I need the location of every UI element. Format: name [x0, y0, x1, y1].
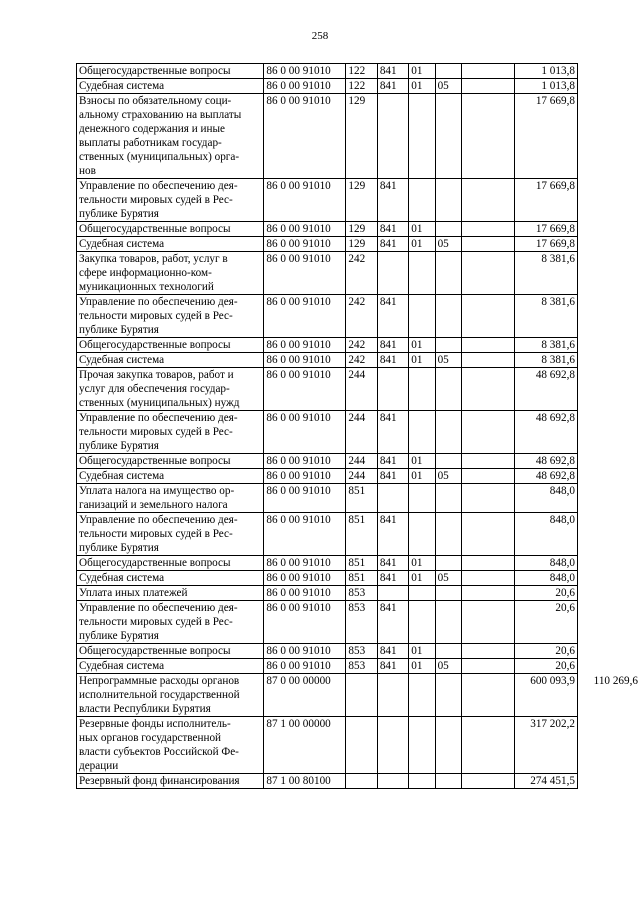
cell-amount: 274 451,5: [514, 774, 577, 789]
cell-expense-type: [346, 717, 377, 774]
cell-blank: [461, 353, 514, 368]
cell-amount-extra: [577, 513, 640, 556]
cell-program-code: 86 0 00 91010: [264, 586, 346, 601]
cell-amount: 1 013,8: [514, 64, 577, 79]
cell-expense-type: 851: [346, 484, 377, 513]
cell-name: Уплата иных платежей: [77, 586, 264, 601]
cell-program-code: 86 0 00 91010: [264, 94, 346, 179]
cell-section: [409, 586, 435, 601]
table-row: [77, 484, 640, 513]
table-row: [77, 454, 640, 469]
cell-blank: [461, 601, 514, 644]
cell-amount-extra: [577, 601, 640, 644]
cell-name: Управление по обеспечению дея- тельности мировых судей в Рес- публике Бурятия: [77, 411, 264, 454]
cell-blank: [461, 64, 514, 79]
table-row: [77, 94, 640, 179]
cell-amount: 48 692,8: [514, 454, 577, 469]
cell-subsection: [435, 179, 461, 222]
cell-ministry-code: [377, 717, 408, 774]
cell-expense-type: 851: [346, 556, 377, 571]
cell-blank: [461, 222, 514, 237]
cell-blank: [461, 295, 514, 338]
table-row: [77, 674, 640, 717]
cell-subsection: [435, 411, 461, 454]
cell-program-code: 86 0 00 91010: [264, 79, 346, 94]
cell-program-code: 86 0 00 91010: [264, 454, 346, 469]
cell-blank: [461, 411, 514, 454]
cell-amount-extra: [577, 454, 640, 469]
cell-ministry-code: 841: [377, 659, 408, 674]
cell-program-code: 86 0 00 91010: [264, 571, 346, 586]
cell-name: Управление по обеспечению дея- тельности мировых судей в Рес- публике Бурятия: [77, 295, 264, 338]
cell-name: Общегосударственные вопросы: [77, 222, 264, 237]
cell-expense-type: 853: [346, 601, 377, 644]
cell-name: Судебная система: [77, 469, 264, 484]
cell-amount: 600 093,9: [514, 674, 577, 717]
cell-program-code: 87 1 00 80100: [264, 774, 346, 789]
cell-expense-type: 129: [346, 179, 377, 222]
table-row: [77, 659, 640, 674]
table-row: [77, 556, 640, 571]
cell-name: Взносы по обязательному соци- альному страхованию на выплаты денежного содержания и иные выплаты работникам государ- ственных (муниципальных) орга- нов: [77, 94, 264, 179]
cell-blank: [461, 644, 514, 659]
cell-ministry-code: 841: [377, 179, 408, 222]
cell-amount: 1 013,8: [514, 79, 577, 94]
table-row: [77, 411, 640, 454]
cell-blank: [461, 513, 514, 556]
cell-subsection: [435, 601, 461, 644]
cell-section: 01: [409, 338, 435, 353]
cell-amount-extra: [577, 659, 640, 674]
cell-blank: [461, 338, 514, 353]
cell-name: Судебная система: [77, 571, 264, 586]
cell-section: [409, 674, 435, 717]
cell-name: Судебная система: [77, 659, 264, 674]
cell-program-code: 86 0 00 91010: [264, 659, 346, 674]
cell-section: 01: [409, 222, 435, 237]
table-row: [77, 79, 640, 94]
cell-program-code: 86 0 00 91010: [264, 353, 346, 368]
cell-amount: 48 692,8: [514, 411, 577, 454]
cell-blank: [461, 484, 514, 513]
cell-ministry-code: [377, 674, 408, 717]
cell-amount: 848,0: [514, 556, 577, 571]
cell-subsection: 05: [435, 79, 461, 94]
cell-amount: 17 669,8: [514, 94, 577, 179]
cell-ministry-code: [377, 774, 408, 789]
cell-subsection: [435, 454, 461, 469]
table-row: [77, 644, 640, 659]
cell-program-code: 86 0 00 91010: [264, 338, 346, 353]
cell-ministry-code: 841: [377, 411, 408, 454]
cell-blank: [461, 659, 514, 674]
table-row: [77, 64, 640, 79]
cell-amount: 17 669,8: [514, 237, 577, 252]
cell-section: [409, 368, 435, 411]
cell-program-code: 86 0 00 91010: [264, 252, 346, 295]
cell-subsection: [435, 368, 461, 411]
cell-subsection: [435, 774, 461, 789]
cell-program-code: 86 0 00 91010: [264, 644, 346, 659]
cell-blank: [461, 717, 514, 774]
table-row: [77, 353, 640, 368]
cell-program-code: 86 0 00 91010: [264, 179, 346, 222]
cell-expense-type: 244: [346, 411, 377, 454]
cell-name: Управление по обеспечению дея- тельности мировых судей в Рес- публике Бурятия: [77, 179, 264, 222]
cell-program-code: 86 0 00 91010: [264, 513, 346, 556]
cell-ministry-code: 841: [377, 513, 408, 556]
cell-name: Уплата налога на имущество ор- ганизаций и земельного налога: [77, 484, 264, 513]
table-row: [77, 368, 640, 411]
cell-section: 01: [409, 64, 435, 79]
cell-ministry-code: 841: [377, 571, 408, 586]
cell-section: [409, 601, 435, 644]
cell-amount-extra: [577, 774, 640, 789]
cell-subsection: [435, 338, 461, 353]
cell-ministry-code: 841: [377, 237, 408, 252]
cell-program-code: 86 0 00 91010: [264, 601, 346, 644]
cell-expense-type: 244: [346, 368, 377, 411]
cell-program-code: 86 0 00 91010: [264, 237, 346, 252]
cell-blank: [461, 237, 514, 252]
cell-amount: 317 202,2: [514, 717, 577, 774]
cell-expense-type: 122: [346, 64, 377, 79]
cell-amount: 17 669,8: [514, 222, 577, 237]
table-row: [77, 179, 640, 222]
cell-blank: [461, 454, 514, 469]
cell-subsection: [435, 717, 461, 774]
cell-section: [409, 717, 435, 774]
cell-subsection: [435, 556, 461, 571]
cell-amount-extra: [577, 571, 640, 586]
cell-subsection: [435, 513, 461, 556]
cell-ministry-code: 841: [377, 353, 408, 368]
table-row: [77, 295, 640, 338]
cell-amount-extra: [577, 353, 640, 368]
cell-amount-extra: [577, 222, 640, 237]
cell-subsection: [435, 644, 461, 659]
table-row: [77, 601, 640, 644]
cell-amount-extra: [577, 469, 640, 484]
cell-program-code: 87 1 00 00000: [264, 717, 346, 774]
cell-expense-type: 242: [346, 295, 377, 338]
cell-section: 01: [409, 659, 435, 674]
cell-subsection: [435, 295, 461, 338]
cell-program-code: 86 0 00 91010: [264, 469, 346, 484]
cell-program-code: 86 0 00 91010: [264, 222, 346, 237]
cell-name: Общегосударственные вопросы: [77, 556, 264, 571]
cell-name: Резервные фонды исполнитель- ных органов государственной власти субъектов Российской Фе- дерации: [77, 717, 264, 774]
cell-blank: [461, 252, 514, 295]
cell-amount: 20,6: [514, 601, 577, 644]
cell-name: Общегосударственные вопросы: [77, 644, 264, 659]
cell-ministry-code: 841: [377, 222, 408, 237]
cell-subsection: 05: [435, 353, 461, 368]
table-row: [77, 774, 640, 789]
cell-ministry-code: 841: [377, 338, 408, 353]
cell-section: [409, 94, 435, 179]
cell-name: Судебная система: [77, 353, 264, 368]
cell-expense-type: 242: [346, 353, 377, 368]
cell-expense-type: 244: [346, 454, 377, 469]
cell-program-code: 86 0 00 91010: [264, 295, 346, 338]
cell-blank: [461, 774, 514, 789]
cell-expense-type: 129: [346, 222, 377, 237]
cell-name: Судебная система: [77, 79, 264, 94]
cell-amount-extra: [577, 295, 640, 338]
budget-table: [76, 63, 640, 789]
cell-program-code: 86 0 00 91010: [264, 484, 346, 513]
cell-name: Непрограммные расходы органов исполнительной государственной власти Республики Бурятия: [77, 674, 264, 717]
cell-ministry-code: 841: [377, 64, 408, 79]
cell-blank: [461, 94, 514, 179]
cell-blank: [461, 469, 514, 484]
cell-name: Общегосударственные вопросы: [77, 64, 264, 79]
cell-amount-extra: [577, 556, 640, 571]
cell-section: [409, 179, 435, 222]
table-row: [77, 717, 640, 774]
cell-name: Прочая закупка товаров, работ и услуг для обеспечения государ- ственных (муниципальных) нужд: [77, 368, 264, 411]
cell-name: Резервный фонд финансирования: [77, 774, 264, 789]
cell-section: [409, 484, 435, 513]
table-row: [77, 237, 640, 252]
cell-ministry-code: [377, 586, 408, 601]
cell-expense-type: [346, 774, 377, 789]
cell-expense-type: 244: [346, 469, 377, 484]
cell-subsection: [435, 252, 461, 295]
cell-blank: [461, 79, 514, 94]
cell-subsection: [435, 222, 461, 237]
cell-amount: 20,6: [514, 644, 577, 659]
cell-ministry-code: [377, 368, 408, 411]
cell-expense-type: 129: [346, 94, 377, 179]
cell-ministry-code: 841: [377, 79, 408, 94]
cell-ministry-code: [377, 94, 408, 179]
cell-subsection: 05: [435, 659, 461, 674]
cell-section: 01: [409, 469, 435, 484]
cell-section: 01: [409, 454, 435, 469]
cell-section: [409, 295, 435, 338]
cell-subsection: [435, 674, 461, 717]
table-row: [77, 469, 640, 484]
cell-subsection: 05: [435, 237, 461, 252]
cell-amount-extra: [577, 338, 640, 353]
cell-name: Управление по обеспечению дея- тельности мировых судей в Рес- публике Бурятия: [77, 601, 264, 644]
cell-name: Судебная система: [77, 237, 264, 252]
cell-expense-type: 129: [346, 237, 377, 252]
table-row: [77, 222, 640, 237]
cell-amount: 8 381,6: [514, 353, 577, 368]
cell-amount-extra: 110 269,6: [577, 674, 640, 717]
cell-amount: 17 669,8: [514, 179, 577, 222]
cell-expense-type: [346, 674, 377, 717]
table-row: [77, 513, 640, 556]
cell-subsection: 05: [435, 571, 461, 586]
cell-program-code: 86 0 00 91010: [264, 411, 346, 454]
cell-subsection: [435, 64, 461, 79]
cell-expense-type: 851: [346, 513, 377, 556]
cell-section: [409, 252, 435, 295]
cell-ministry-code: [377, 484, 408, 513]
cell-ministry-code: 841: [377, 556, 408, 571]
cell-amount-extra: [577, 237, 640, 252]
cell-amount-extra: [577, 179, 640, 222]
cell-section: [409, 411, 435, 454]
cell-expense-type: 242: [346, 252, 377, 295]
cell-amount-extra: [577, 717, 640, 774]
cell-expense-type: 122: [346, 79, 377, 94]
table-row: [77, 586, 640, 601]
cell-amount: 848,0: [514, 513, 577, 556]
cell-ministry-code: 841: [377, 454, 408, 469]
cell-section: 01: [409, 353, 435, 368]
cell-section: 01: [409, 571, 435, 586]
cell-ministry-code: 841: [377, 601, 408, 644]
cell-section: [409, 774, 435, 789]
cell-expense-type: 851: [346, 571, 377, 586]
cell-subsection: [435, 484, 461, 513]
cell-amount: 848,0: [514, 571, 577, 586]
cell-amount-extra: [577, 484, 640, 513]
cell-ministry-code: 841: [377, 644, 408, 659]
cell-program-code: 86 0 00 91010: [264, 64, 346, 79]
cell-blank: [461, 586, 514, 601]
cell-amount: 48 692,8: [514, 368, 577, 411]
cell-amount-extra: [577, 64, 640, 79]
cell-program-code: 87 0 00 00000: [264, 674, 346, 717]
cell-name: Общегосударственные вопросы: [77, 338, 264, 353]
cell-ministry-code: 841: [377, 469, 408, 484]
cell-section: 01: [409, 79, 435, 94]
cell-amount: 20,6: [514, 586, 577, 601]
cell-blank: [461, 571, 514, 586]
cell-amount: 8 381,6: [514, 338, 577, 353]
cell-amount: 48 692,8: [514, 469, 577, 484]
cell-amount: 8 381,6: [514, 252, 577, 295]
cell-amount-extra: [577, 94, 640, 179]
cell-expense-type: 853: [346, 586, 377, 601]
cell-ministry-code: 841: [377, 295, 408, 338]
cell-section: 01: [409, 237, 435, 252]
cell-subsection: 05: [435, 469, 461, 484]
cell-expense-type: 853: [346, 644, 377, 659]
cell-ministry-code: [377, 252, 408, 295]
cell-section: 01: [409, 644, 435, 659]
cell-section: [409, 513, 435, 556]
cell-amount-extra: [577, 252, 640, 295]
cell-amount-extra: [577, 411, 640, 454]
cell-section: 01: [409, 556, 435, 571]
cell-name: Управление по обеспечению дея- тельности мировых судей в Рес- публике Бурятия: [77, 513, 264, 556]
cell-amount-extra: [577, 368, 640, 411]
page-number: 258: [311, 30, 329, 42]
cell-amount-extra: [577, 586, 640, 601]
table-row: [77, 252, 640, 295]
table-row: [77, 571, 640, 586]
cell-program-code: 86 0 00 91010: [264, 556, 346, 571]
cell-blank: [461, 556, 514, 571]
cell-name: Общегосударственные вопросы: [77, 454, 264, 469]
cell-amount-extra: [577, 79, 640, 94]
cell-subsection: [435, 586, 461, 601]
cell-amount: 20,6: [514, 659, 577, 674]
table-row: [77, 338, 640, 353]
cell-subsection: [435, 94, 461, 179]
cell-amount-extra: [577, 644, 640, 659]
cell-blank: [461, 368, 514, 411]
cell-expense-type: 853: [346, 659, 377, 674]
cell-amount: 8 381,6: [514, 295, 577, 338]
cell-expense-type: 242: [346, 338, 377, 353]
cell-blank: [461, 179, 514, 222]
cell-program-code: 86 0 00 91010: [264, 368, 346, 411]
cell-amount: 848,0: [514, 484, 577, 513]
cell-blank: [461, 674, 514, 717]
cell-name: Закупка товаров, работ, услуг в сфере информационно-ком- муникационных технологий: [77, 252, 264, 295]
